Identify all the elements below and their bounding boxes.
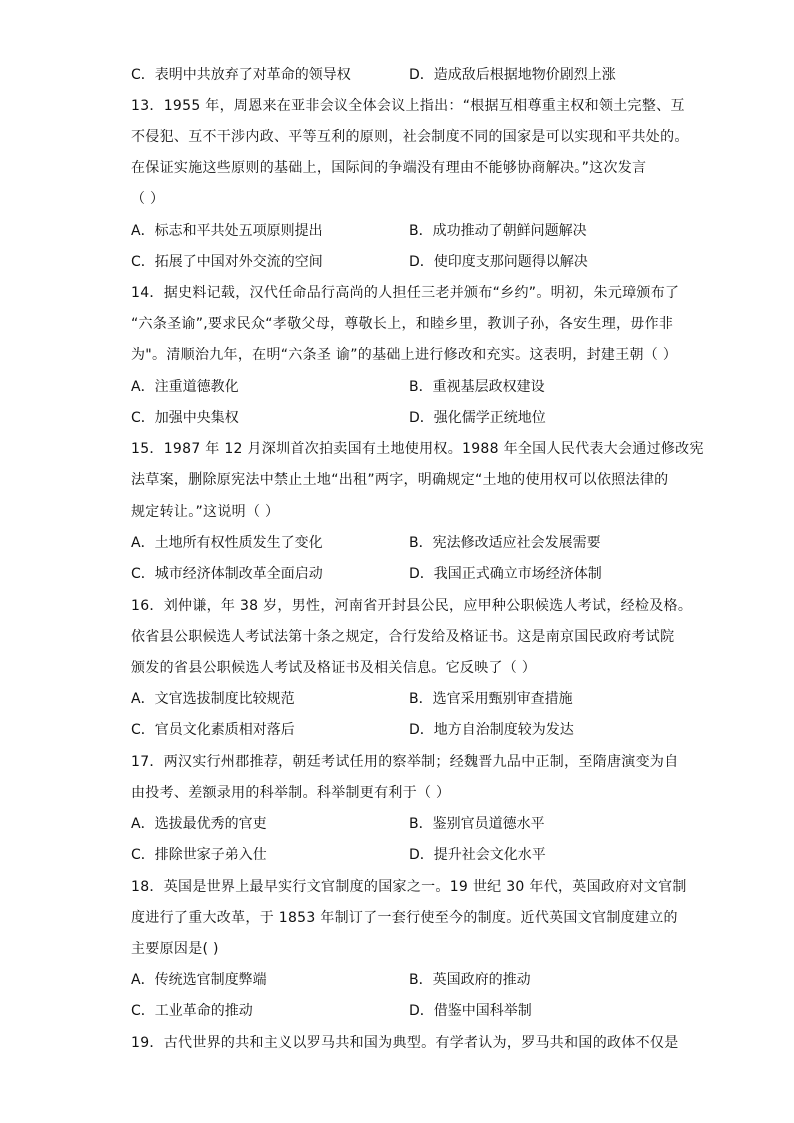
option-d[interactable]: D．提升社会文化水平 — [409, 847, 546, 863]
option-b[interactable]: B．宪法修改适应社会发展需要 — [409, 535, 601, 551]
option-d[interactable]: D．强化儒学正统地位 — [409, 410, 546, 426]
option-a[interactable]: A．选拔最优秀的官吏 — [131, 816, 267, 832]
option-b[interactable]: B．选官采用甄别审查措施 — [409, 691, 573, 707]
question-18-stem: 度进行了重大改革，于 1853 年制订了一套行使至今的制度。近代英国文官制度建立的 — [131, 910, 678, 926]
question-14-stem: “六条圣谕”,要求民众“孝敬父母，尊敬长上，和睦乡里，教训子孙，各安生理，毋作非 — [131, 316, 674, 332]
question-13-stem: 在保证实施这些原则的基础上，国际间的争端没有理由不能够协商解决。”这次发言 — [131, 160, 647, 176]
option-d[interactable]: D．使印度支那问题得以解决 — [409, 254, 588, 270]
question-18-stem: 主要原因是( ) — [131, 941, 219, 957]
option-row — [131, 815, 691, 833]
option-c[interactable]: C．表明中共放弃了对革命的领导权 — [131, 67, 351, 83]
option-c[interactable]: C．城市经济体制改革全面启动 — [131, 566, 323, 582]
question-18-stem: 18．英国是世界上最早实行文官制度的国家之一。19 世纪 30 年代，英国政府对文官制 — [131, 879, 687, 895]
option-c[interactable]: C．工业革命的推动 — [131, 1003, 253, 1019]
option-row — [131, 409, 691, 427]
option-row — [131, 378, 691, 396]
question-17-stem: 由投考、差额录用的科举制。科举制更有利于（ ） — [131, 785, 451, 801]
question-16-stem: 16．刘仲谦，年 38 岁，男性，河南省开封县公民，应甲种公职候选人考试，经检及格。 — [131, 598, 693, 614]
option-row — [131, 565, 691, 583]
option-a[interactable]: A．传统选官制度弊端 — [131, 972, 267, 988]
option-c[interactable]: C．排除世家子弟入仕 — [131, 847, 267, 863]
option-b[interactable]: B．成功推动了朝鲜问题解决 — [409, 223, 587, 239]
option-row — [131, 721, 691, 739]
option-a[interactable]: A．注重道德教化 — [131, 379, 239, 395]
option-row — [131, 534, 691, 552]
option-b[interactable]: B．英国政府的推动 — [409, 972, 531, 988]
question-15-stem: 15．1987 年 12 月深圳首次拍卖国有土地使用权。1988 年全国人民代表大会通过修改宪 — [131, 441, 704, 457]
option-c[interactable]: C．拓展了中国对外交流的空间 — [131, 254, 323, 270]
question-13-stem: 不侵犯、互不干涉内政、平等互利的原则，社会制度不同的国家是可以实现和平共处的。 — [131, 129, 689, 145]
option-row — [131, 971, 691, 989]
option-d[interactable]: D．造成敌后根据地物价剧烈上涨 — [409, 67, 616, 83]
option-c[interactable]: C．加强中央集权 — [131, 410, 239, 426]
option-a[interactable]: A．文官选拔制度比较规范 — [131, 691, 295, 707]
option-b[interactable]: B．鉴别官员道德水平 — [409, 816, 545, 832]
option-a[interactable]: A．标志和平共处五项原则提出 — [131, 223, 323, 239]
option-b[interactable]: B．重视基层政权建设 — [409, 379, 545, 395]
option-row — [131, 846, 691, 864]
option-d[interactable]: D．我国正式确立市场经济体制 — [409, 566, 602, 582]
option-row — [131, 66, 691, 84]
option-a[interactable]: A．土地所有权性质发生了变化 — [131, 535, 323, 551]
option-row — [131, 253, 691, 271]
question-19-stem: 19．古代世界的共和主义以罗马共和国为典型。有学者认为，罗马共和国的政体不仅是 — [131, 1035, 679, 1051]
question-17-stem: 17．两汉实行州郡推荐，朝廷考试任用的察举制；经魏晋九品中正制，至隋唐演变为自 — [131, 754, 679, 770]
question-15-stem: 法草案，删除原宪法中禁止土地“出租”两字，明确规定“土地的使用权可以依照法律的 — [131, 472, 669, 488]
option-d[interactable]: D．地方自治制度较为发达 — [409, 722, 574, 738]
option-row — [131, 690, 691, 708]
question-13-stem: 13．1955 年，周恩来在亚非会议全体会议上指出：“根据互相尊重主权和领土完整、互 — [131, 98, 685, 114]
question-14-stem: 14．据史料记载，汉代任命品行高尚的人担任三老并颁布“乡约”。明初，朱元璋颁布了 — [131, 285, 680, 301]
question-16-stem: 依省县公职候选人考试法第十条之规定，合行发给及格证书。这是南京国民政府考试院 — [131, 629, 675, 645]
option-d[interactable]: D．借鉴中国科举制 — [409, 1003, 532, 1019]
option-row — [131, 222, 691, 240]
question-15-stem: 规定转让。”这说明（ ） — [131, 504, 280, 520]
option-row — [131, 1002, 691, 1020]
question-16-stem: 颁发的省县公职候选人考试及格证书及相关信息。它反映了（ ） — [131, 660, 537, 676]
question-14-stem: 为"。清顺治九年，在明“六条圣 谕”的基础上进行修改和充实。这表明，封建王朝（ ） — [131, 347, 678, 363]
question-13-answer-blank: （ ） — [131, 191, 165, 207]
option-c[interactable]: C．官员文化素质相对落后 — [131, 722, 295, 738]
